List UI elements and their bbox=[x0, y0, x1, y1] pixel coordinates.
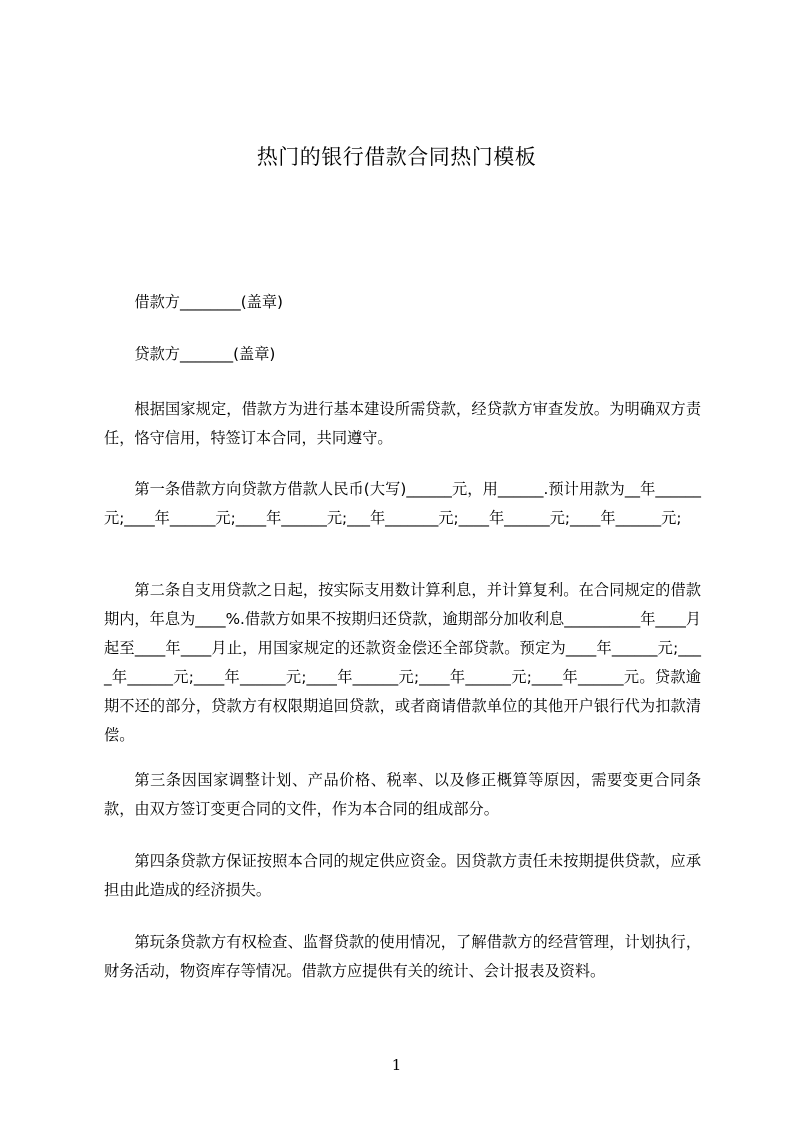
article-2-paragraph: 第二条自支用贷款之日起，按实际支用数计算利息，并计算复利。在合同规定的借款期内，年息为____%.借款方如果不按期归还贷款，逾期部分加收利息__________年____月起至____年____月止，用国家规定的还款资金偿还全部贷款。预定为____年______元;____年______元;____年______元;____年______元;____年______元;____年______元。贷款逾期不还的部分，贷款方有权限期追回贷款，或者商请借款单位的其他开户银行代为扣款清偿。 bbox=[104, 581, 701, 744]
borrower-line: 借款方________(盖章) bbox=[134, 293, 283, 311]
article-4-paragraph: 第四条贷款方保证按照本合同的规定供应资金。因贷款方责任未按期提供贷款，应承担由此造成的经济损失。 bbox=[104, 852, 701, 899]
preamble-paragraph: 根据国家规定，借款方为进行基本建设所需贷款，经贷款方审查发放。为明确双方责任，恪守信用，特签订本合同，共同遵守。 bbox=[104, 400, 701, 447]
article-1-paragraph: 第一条借款方向贷款方借款人民币(大写)______元，用______.预计用款为__年______元;____年______元;____年______元;___年_______元;____年______元;____年______元; bbox=[104, 480, 701, 527]
article-5-paragraph: 第玩条贷款方有权检查、监督贷款的使用情况，了解借款方的经营管理，计划执行，财务活动，物资库存等情况。借款方应提供有关的统计、会计报表及资料。 bbox=[104, 933, 701, 980]
document-title: 热门的银行借款合同热门模板 bbox=[256, 145, 537, 169]
lender-line: 贷款方_______(盖章) bbox=[134, 345, 276, 363]
article-3-paragraph: 第三条因国家调整计划、产品价格、税率、以及修正概算等原因，需要变更合同条款，由双方签订变更合同的文件，作为本合同的组成部分。 bbox=[104, 771, 701, 818]
page-number: 1 bbox=[391, 1056, 402, 1074]
